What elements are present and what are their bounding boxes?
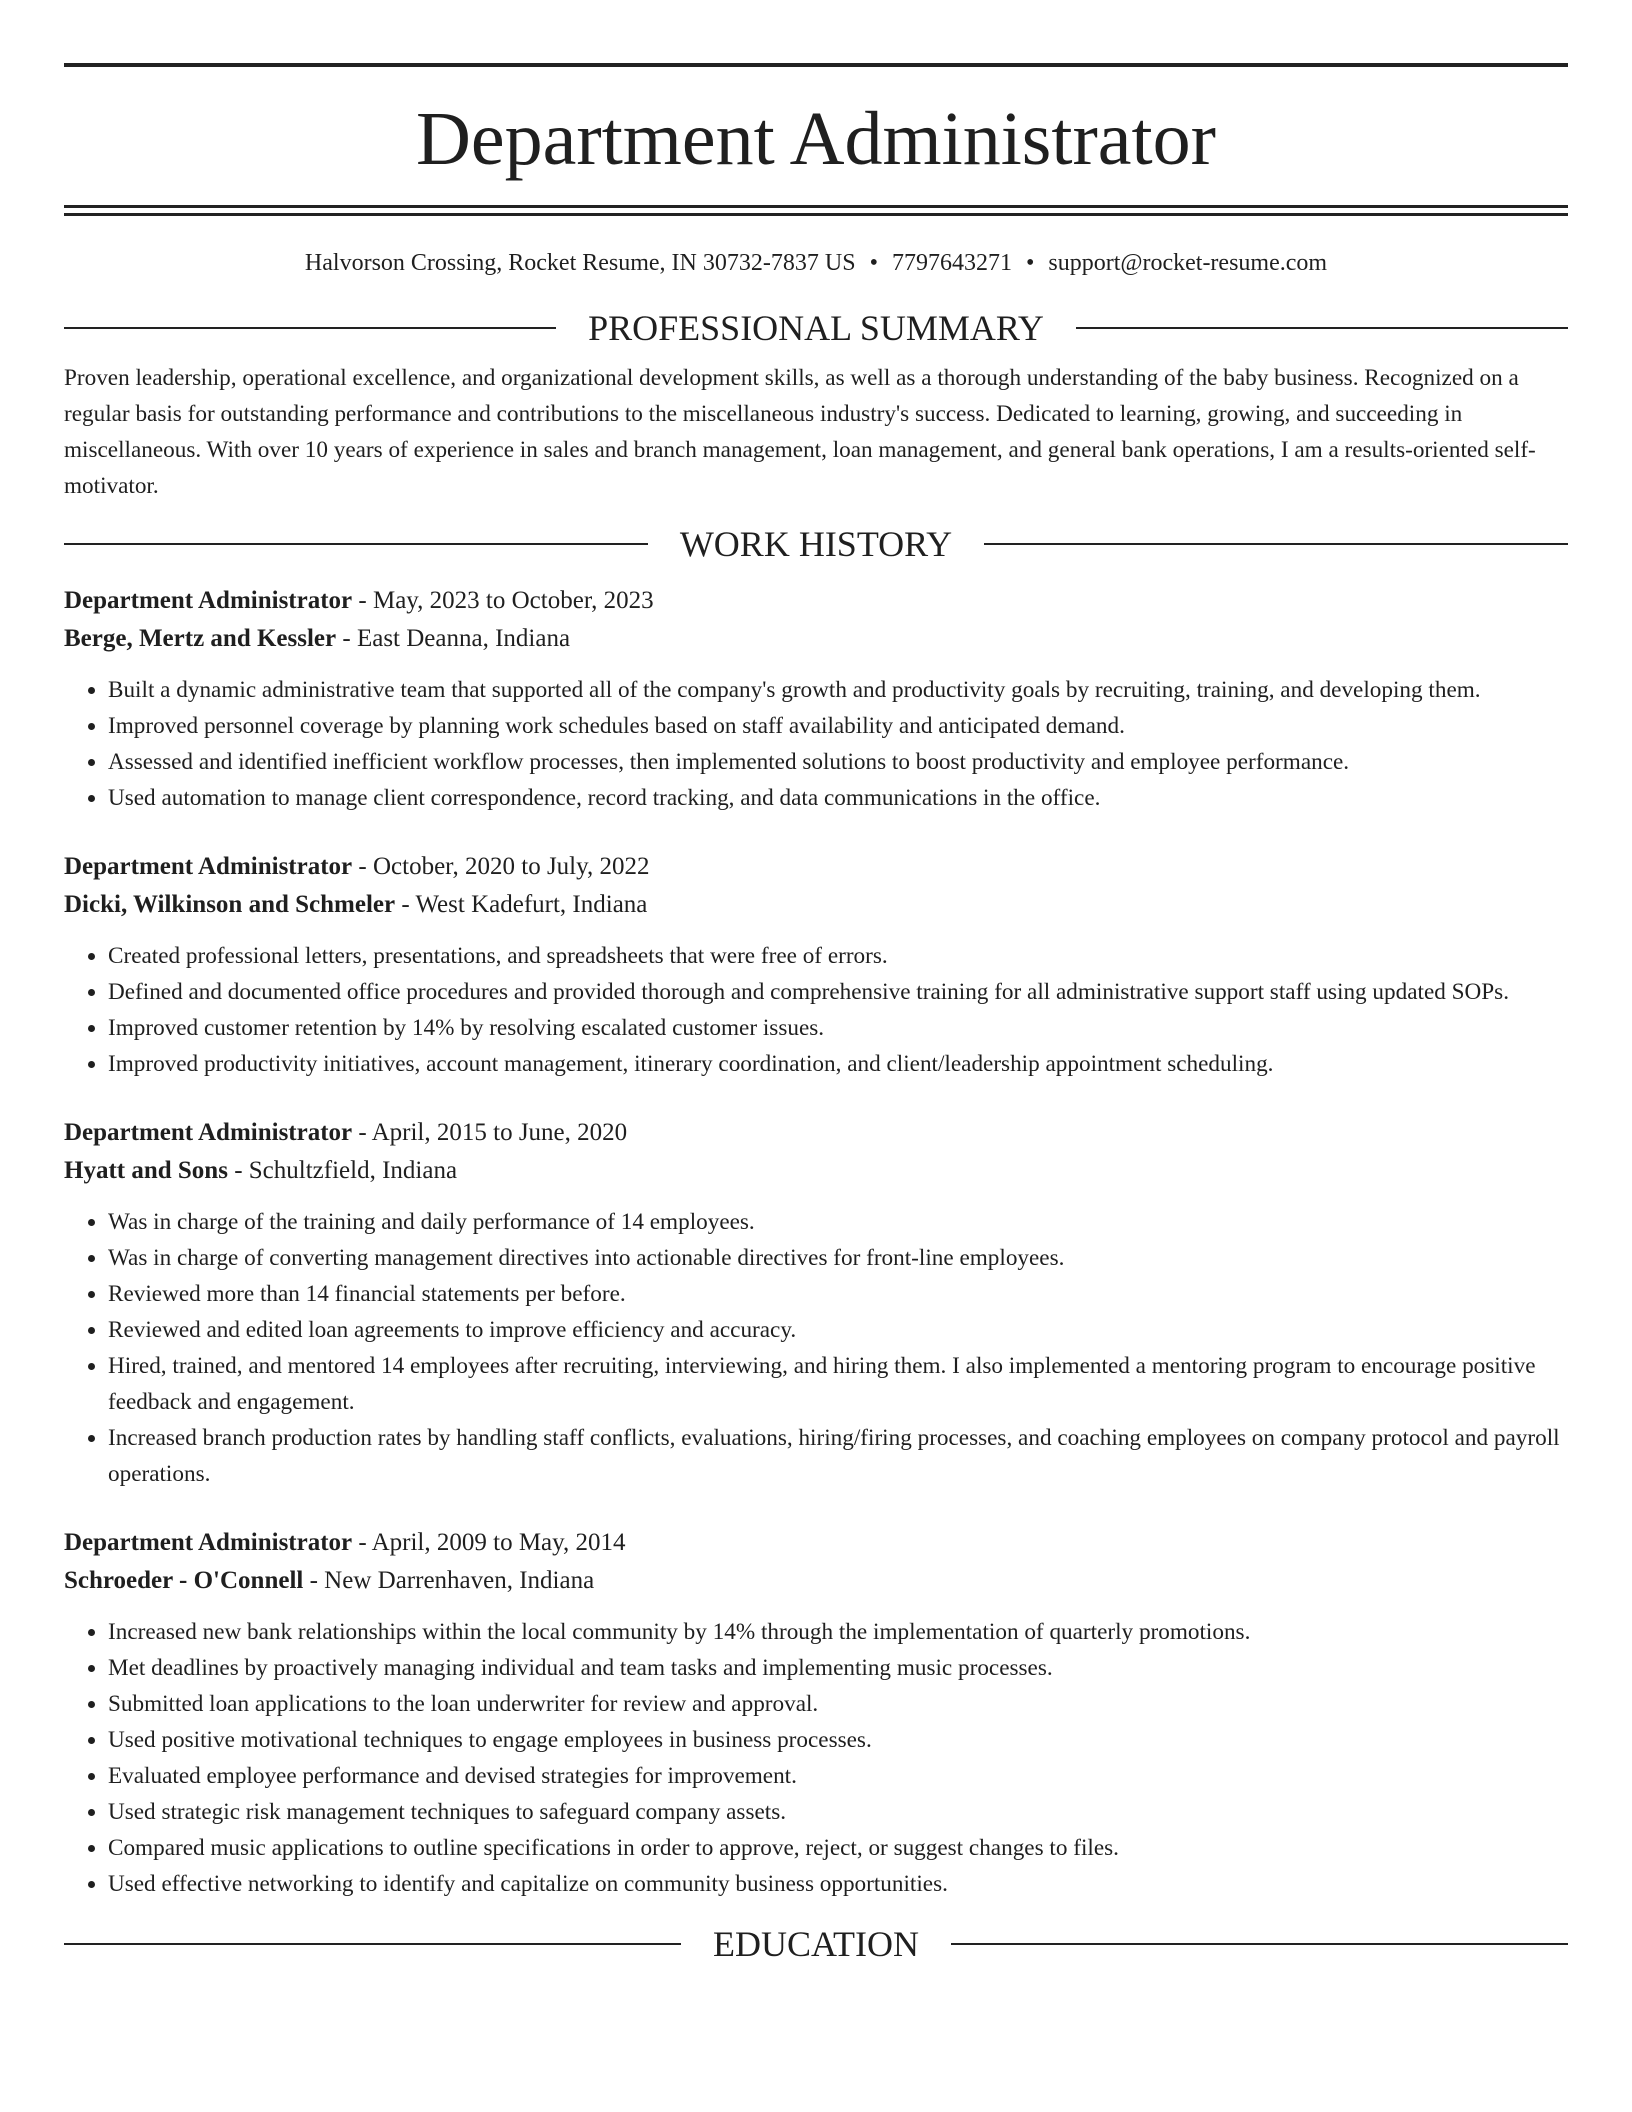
job-bullets xyxy=(64,938,1568,1082)
job-dates: - May, 2023 to October, 2023 xyxy=(352,587,654,614)
double-rule xyxy=(64,205,1568,216)
job-company: Schroeder - O'Connell xyxy=(64,1567,304,1594)
bullet-item: • Built a dynamic administrative team that supported all of the company's growth and productivity goals by recruiting, training, and developing them. xyxy=(108,672,1568,708)
bullet-item: • Submitted loan applications to the loan underwriter for review and approval. xyxy=(108,1686,1568,1722)
job-company-line xyxy=(64,620,1568,658)
bullet-item: • Used effective networking to identify and capitalize on community business opportunities. xyxy=(108,1866,1568,1902)
bullet-item: • Reviewed and edited loan agreements to improve efficiency and accuracy. xyxy=(108,1312,1568,1348)
job-location: - Schultzfield, Indiana xyxy=(227,1157,458,1184)
job-entry xyxy=(64,1524,1568,1902)
job-title: Department Administrator xyxy=(64,1529,353,1556)
email: support@rocket-resume.com xyxy=(1048,250,1328,276)
job-title: Department Administrator xyxy=(64,1119,353,1146)
job-company: Berge, Mertz and Kessler xyxy=(64,625,337,652)
job-title: Department Administrator xyxy=(64,853,353,880)
heading-rule xyxy=(64,1943,681,1945)
job-company-line xyxy=(64,886,1568,924)
job-dates: - April, 2015 to June, 2020 xyxy=(352,1119,628,1146)
job-location: - New Darrenhaven, Indiana xyxy=(303,1567,595,1594)
bullet-item: • Increased new bank relationships within the local community by 14% through the implementation of quarterly promotions. xyxy=(108,1614,1568,1650)
bullet-item: • Created professional letters, presentations, and spreadsheets that were free of errors. xyxy=(108,938,1568,974)
section-heading-summary xyxy=(64,308,1568,348)
phone: 7797643271 xyxy=(891,250,1012,276)
bullet-item: • Improved productivity initiatives, account management, itinerary coordination, and client/leadership appointment scheduling. xyxy=(108,1046,1568,1082)
job-title-line xyxy=(64,1114,1568,1152)
bullet-item: • Used strategic risk management techniques to safeguard company assets. xyxy=(108,1794,1568,1830)
job-bullets xyxy=(64,1204,1568,1492)
job-entry xyxy=(64,1114,1568,1492)
job-company-line xyxy=(64,1152,1568,1190)
job-company: Hyatt and Sons xyxy=(64,1157,228,1184)
section-heading-education xyxy=(64,1924,1568,1964)
bullet-item: • Defined and documented office procedures and provided thorough and comprehensive training for all administrative support staff using updated SOPs. xyxy=(108,974,1568,1010)
resume-name: Department Administrator xyxy=(416,97,1216,181)
job-company: Dicki, Wilkinson and Schmeler xyxy=(64,891,396,918)
bullet-item: • Hired, trained, and mentored 14 employees after recruiting, interviewing, and hiring them. I also implemented a mentoring program to encourage positive feedback and engagement. xyxy=(108,1348,1568,1420)
job-title-line xyxy=(64,582,1568,620)
bullet-item: • Compared music applications to outline specifications in order to approve, reject, or suggest changes to files. xyxy=(108,1830,1568,1866)
job-title-line xyxy=(64,848,1568,886)
bullet-item: • Met deadlines by proactively managing individual and team tasks and implementing music processes. xyxy=(108,1650,1568,1686)
heading-rule xyxy=(951,1943,1568,1945)
section-heading-work xyxy=(64,524,1568,564)
job-entry xyxy=(64,848,1568,1082)
heading-rule xyxy=(1076,327,1568,329)
bullet-item: • Assessed and identified inefficient workflow processes, then implemented solutions to boost productivity and employee performance. xyxy=(108,744,1568,780)
bullet-item: • Evaluated employee performance and devised strategies for improvement. xyxy=(108,1758,1568,1794)
bullet-item: • Increased branch production rates by handling staff conflicts, evaluations, hiring/firing processes, and coaching employees on company protocol and payroll operations. xyxy=(108,1420,1568,1492)
job-bullets xyxy=(64,1614,1568,1902)
section-title: PROFESSIONAL SUMMARY xyxy=(588,308,1044,348)
section-title: WORK HISTORY xyxy=(679,524,953,564)
contact-line xyxy=(64,246,1568,280)
job-company-line xyxy=(64,1562,1568,1600)
heading-rule xyxy=(984,543,1568,545)
job-title: Department Administrator xyxy=(64,587,353,614)
job-location: - East Deanna, Indiana xyxy=(336,625,571,652)
bullet-item: • Reviewed more than 14 financial statements per before. xyxy=(108,1276,1568,1312)
job-bullets xyxy=(64,672,1568,816)
bullet-item: • Used automation to manage client correspondence, record tracking, and data communications in the office. xyxy=(108,780,1568,816)
job-location: - West Kadefurt, Indiana xyxy=(395,891,648,918)
summary-text: Proven leadership, operational excellence, and organizational development skills, as well as a thorough understanding of the baby business. Recognized on a regular basis for outstanding performance and contributions to the miscellaneous industry's success. Dedicated to learning, growing, and succeeding in miscellaneous. With over 10 years of experience in sales and branch management, loan management, and general bank operations, I am a results-oriented self-motivator. xyxy=(64,365,1536,499)
resume-page xyxy=(64,0,1568,1964)
job-title-line xyxy=(64,1524,1568,1562)
separator: • xyxy=(1025,250,1035,276)
bullet-item: • Was in charge of the training and daily performance of 14 employees. xyxy=(108,1204,1568,1240)
bullet-item: • Improved personnel coverage by planning work schedules based on staff availability and anticipated demand. xyxy=(108,708,1568,744)
heading-rule xyxy=(64,543,648,545)
bullet-item: • Was in charge of converting management directives into actionable directives for front-line employees. xyxy=(108,1240,1568,1276)
bullet-item: • Improved customer retention by 14% by resolving escalated customer issues. xyxy=(108,1010,1568,1046)
separator: • xyxy=(869,250,878,276)
heading-rule xyxy=(64,327,556,329)
job-dates: - April, 2009 to May, 2014 xyxy=(352,1529,626,1556)
section-title: EDUCATION xyxy=(713,1924,919,1964)
bullet-item: • Used positive motivational techniques to engage employees in business processes. xyxy=(108,1722,1568,1758)
address: Halvorson Crossing, Rocket Resume, IN 30732-7837 US xyxy=(304,250,856,276)
job-dates: - October, 2020 to July, 2022 xyxy=(352,853,650,880)
job-entry xyxy=(64,582,1568,816)
